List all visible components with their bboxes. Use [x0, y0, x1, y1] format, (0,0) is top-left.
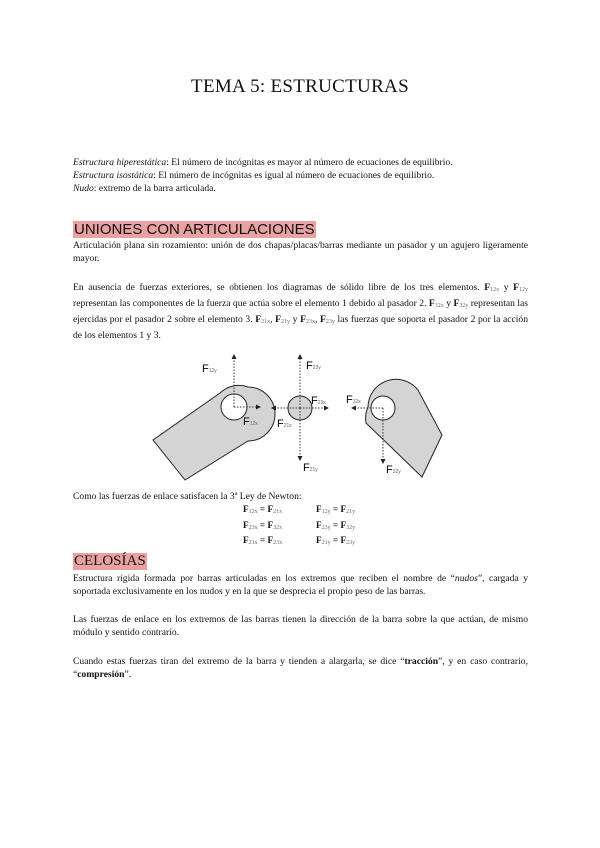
label-f32x: F32x: [346, 394, 361, 406]
equations-right: [316, 503, 355, 550]
paragraph-celosia-def: [73, 572, 528, 598]
f: F: [243, 535, 249, 545]
term-nudos: nudos: [454, 573, 478, 584]
label-f12y: F12y: [202, 363, 217, 375]
f: F: [316, 535, 322, 545]
paragraph-fuerzas: [73, 281, 528, 342]
page-title: TEMA 5: ESTRUCTURAS: [191, 76, 409, 97]
f: F: [513, 282, 519, 293]
term: Estructura hiperestática: [73, 157, 167, 168]
equation: [316, 503, 355, 519]
paragraph-fuerzas-enlace: Las fuerzas de enlace en los extremos de las barras tienen la dirección de la barra sobre la que actúan, de mismo módulo y sentido contrario.: [73, 614, 528, 638]
definition-isostatica: [73, 169, 528, 182]
sub: 32x: [434, 303, 444, 309]
label-f23y: F23y: [306, 360, 321, 372]
text: ”, y en caso contrario, “: [73, 656, 528, 680]
text: y: [290, 314, 301, 325]
equation: [316, 534, 355, 550]
equals: =: [257, 504, 268, 514]
equals: =: [330, 535, 341, 545]
term: Nudo: [73, 183, 94, 194]
text: En ausencia de fuerzas exteriores, se obtienen los diagramas de sólido libre de los tres elementos.: [73, 282, 485, 293]
text: Estructura rígida formada por barras articuladas en los extremos que reciben el nombre de “: [73, 573, 455, 584]
free-body-diagram: [140, 345, 450, 485]
f: F: [340, 519, 347, 530]
sub: 12y: [321, 509, 331, 515]
text: las fuerzas que soporta el pasador 2 por la acción de los elementos 1 y 3.: [73, 314, 529, 341]
equations-left: [243, 503, 282, 550]
f: F: [267, 519, 274, 530]
text: representan las componentes de la fuerza que actúa sobre el elemento 1 debido al pasador 2.: [73, 298, 429, 309]
f: F: [267, 504, 274, 514]
term: Estructura isostática: [73, 170, 154, 181]
f: F: [340, 535, 347, 545]
sub: 21x: [248, 540, 258, 546]
element-1: [153, 385, 275, 480]
paragraph-articulacion: Articulación plana sin rozamiento: unión de dos chapas/placas/barras mediante un pasador y un agujero ligeramente mayor.: [73, 240, 528, 264]
sub: 32y: [459, 303, 469, 309]
f: F: [300, 314, 306, 325]
f: F: [255, 314, 262, 325]
f: F: [316, 504, 322, 514]
label-f32y: F32y: [386, 464, 401, 476]
sub: 12x: [248, 509, 258, 515]
sub: 23y: [325, 319, 335, 325]
definition-hiperestatica: [73, 156, 528, 169]
text: ”.: [124, 669, 132, 680]
f: F: [340, 504, 347, 514]
label-f21y: F21y: [303, 462, 318, 474]
f: F: [316, 519, 322, 530]
section-heading-celosias: CELOSÍAS: [74, 553, 146, 569]
text: ”, cargada y soportada exclusivamente en los nudos y en la que se desprecia el propio peso de las barras.: [73, 573, 528, 597]
label-f21x: F21x: [277, 418, 292, 430]
equation: [316, 519, 355, 535]
text: y: [499, 282, 514, 293]
sub: 23x: [305, 319, 315, 325]
equals: =: [257, 535, 268, 545]
f: F: [320, 314, 326, 325]
equation: [243, 503, 282, 519]
sub: 21x: [261, 319, 271, 325]
newton-intro: Como las fuerzas de enlace satisfacen la 3ª Ley de Newton:: [73, 491, 302, 502]
f: F: [267, 535, 274, 545]
sub: 21y: [281, 319, 291, 325]
element-3: [366, 379, 442, 477]
f: F: [484, 282, 491, 293]
sub: 21y: [346, 509, 356, 515]
equation: [243, 519, 282, 535]
label-f12x: F12x: [243, 416, 258, 428]
sub: 23y: [321, 524, 331, 531]
section-heading-uniones: UNIONES CON ARTICULACIONES: [74, 221, 315, 238]
equals: =: [257, 519, 268, 530]
text: Cuando estas fuerzas tiran del extremo de la barra y tienden a alargarla, se dice “: [73, 656, 405, 667]
term-traccion: tracción: [404, 656, 439, 667]
label-f23x: F23x: [311, 395, 326, 407]
sub: 21y: [321, 540, 331, 546]
definition-text: : El número de incógnitas es igual al número de ecuaciones de equilibrio.: [153, 170, 435, 181]
definition-text: : extremo de la barra articulada.: [93, 183, 216, 194]
f: F: [243, 504, 249, 514]
equation: [243, 534, 282, 550]
sub: 23y: [346, 540, 356, 546]
paragraph-traccion: [73, 655, 528, 681]
sub: 23x: [273, 540, 283, 546]
definition-nudo: [73, 182, 528, 195]
text: ,: [270, 314, 276, 325]
f: F: [453, 298, 460, 309]
text: ,: [314, 314, 321, 325]
definition-text: : El número de incógnitas es mayor al número de ecuaciones de equilibrio.: [166, 157, 453, 168]
sub: 23x: [248, 524, 258, 531]
definitions: [73, 156, 528, 195]
f: F: [275, 314, 282, 325]
text: y: [443, 298, 454, 309]
sub: 21x: [273, 509, 283, 515]
f: F: [428, 298, 435, 309]
term-compresion: compresión: [77, 669, 125, 680]
text: representan las ejercidas por el pasador 2 sobre el elemento 3.: [73, 298, 529, 325]
sub: 32x: [273, 524, 283, 531]
equals: =: [330, 504, 341, 514]
f: F: [243, 519, 249, 530]
equals: =: [330, 519, 341, 530]
sub: 32y: [346, 524, 356, 531]
sub: 12y: [519, 287, 528, 293]
sub: 12x: [490, 287, 500, 293]
